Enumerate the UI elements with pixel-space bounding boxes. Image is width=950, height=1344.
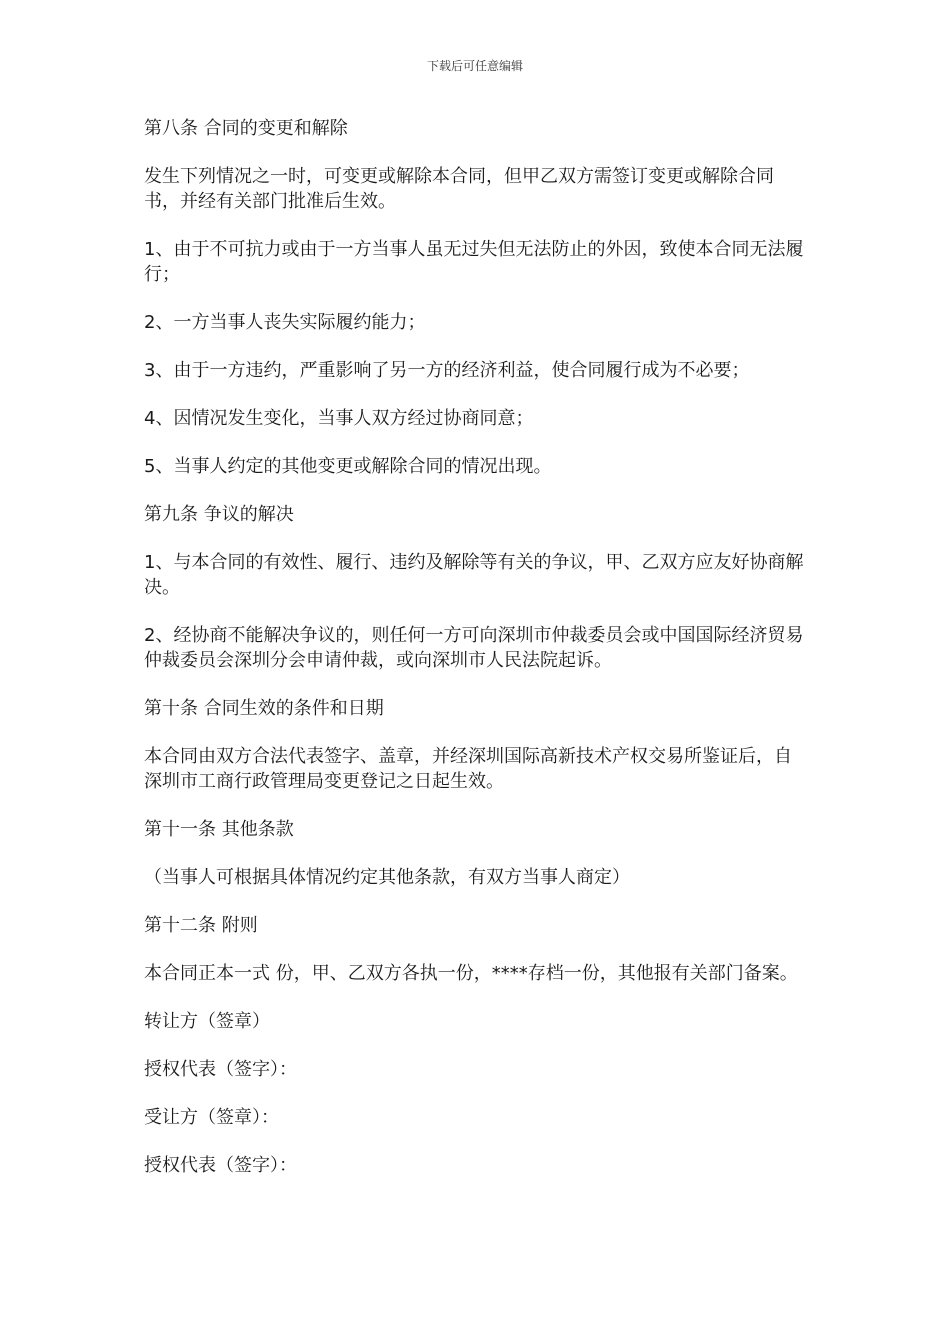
article-8-intro: 发生下列情况之一时，可变更或解除本合同，但甲乙双方需签订变更或解除合同书，并经有关部门批准后生效。 [144,166,774,212]
article-10-body: 本合同由双方合法代表签字、盖章，并经深圳国际高新技术产权交易所鉴证后，自深圳市工商行政管理局变更登记之日起生效。 [144,746,792,792]
article-12-heading: 第十二条 附则 [144,915,258,936]
article-10-heading: 第十条 合同生效的条件和日期 [144,698,384,719]
article-8-item-5: 5、当事人约定的其他变更或解除合同的情况出现。 [144,456,552,477]
article-12-body: 本合同正本一式 份，甲、乙双方各执一份，****存档一份，其他报有关部门备案。 [144,963,798,984]
transferor-representative-line: 授权代表（签字）： [144,1059,297,1080]
article-9-item-1: 1、与本合同的有效性、履行、违约及解除等有关的争议，甲、乙双方应友好协商解决。 [144,552,804,598]
article-11-heading: 第十一条 其他条款 [144,819,294,840]
article-8-item-2: 2、一方当事人丧失实际履约能力； [144,312,426,333]
article-9-heading: 第九条 争议的解决 [144,504,294,525]
article-8-item-4: 4、因情况发生变化，当事人双方经过协商同意； [144,408,534,429]
transferee-representative-line: 授权代表（签字）： [144,1155,297,1176]
page-header: 下载后可任意编辑 [426,59,523,73]
article-8-item-3: 3、由于一方违约，严重影响了另一方的经济利益，使合同履行成为不必要； [144,360,750,381]
article-11-body: （当事人可根据具体情况约定其他条款，有双方当事人商定） [144,867,630,888]
document-body [144,116,808,1201]
transferee-signature-line: 受让方（签章）： [144,1107,279,1128]
transferor-signature-line: 转让方（签章） [144,1011,270,1032]
article-9-item-2: 2、经协商不能解决争议的，则任何一方可向深圳市仲裁委员会或中国国际经济贸易仲裁委员会深圳分会申请仲裁，或向深圳市人民法院起诉。 [144,625,804,671]
article-8-heading: 第八条 合同的变更和解除 [144,118,348,139]
article-8-item-1: 1、由于不可抗力或由于一方当事人虽无过失但无法防止的外因，致使本合同无法履行； [144,239,804,285]
